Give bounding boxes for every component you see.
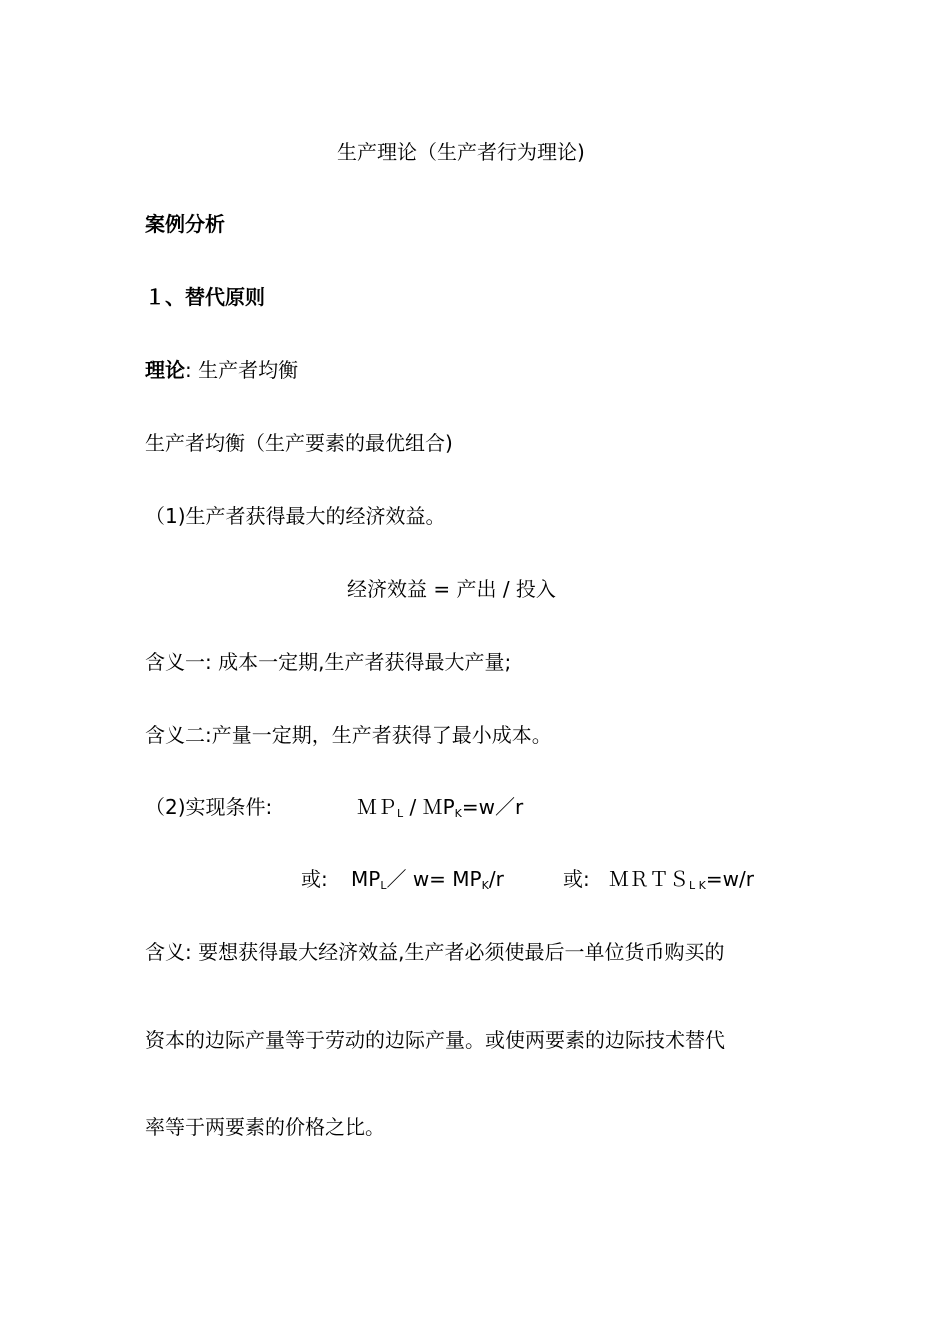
theory-label: 理论 [145, 358, 185, 382]
cond-tail: =w／r [461, 795, 524, 819]
theory-text: : 生产者均衡 [185, 358, 299, 382]
paragraph-line-2: 资本的边际产量等于劳动的边际产量。或使两要素的边际技术替代 [145, 1028, 725, 1052]
mrts-label: ＭＲＴＳ [609, 867, 689, 891]
meaning-two: 含义二:产量一定期，生产者获得了最小成本。 [145, 723, 552, 747]
alt-formula [351, 864, 504, 901]
condition-formula [357, 792, 523, 829]
cond-sub-k: K [454, 807, 462, 820]
alt-sub-k: K [481, 879, 489, 892]
meaning-one: 含义一: 成本一定期,生产者获得最大产量; [145, 650, 512, 674]
cond-slash: / ＭP [403, 795, 455, 819]
mrts-sub: L K [689, 879, 706, 892]
alt-mp: MP [351, 867, 381, 891]
paragraph-line-1: 含义: 要想获得最大经济效益,生产者必须使最后一单位货币购买的 [145, 940, 725, 964]
cond-mp: ＭＰ [357, 795, 397, 819]
alt-or-one: 或: [301, 867, 328, 891]
subsection-heading: １、替代原则 [145, 285, 265, 309]
page-title: 生产理论（生产者行为理论) [337, 140, 585, 164]
point-one: （1)生产者获得最大的经济效益。 [145, 504, 446, 528]
alt-mid: ／ w= MP [386, 867, 482, 891]
alt-sub-l: L [380, 879, 387, 892]
theory-line [145, 355, 298, 385]
condition-label: （2)实现条件: [145, 795, 273, 819]
mrts-tail: =w/r [705, 867, 754, 891]
alt-tail: /r [488, 867, 504, 891]
section-heading: 案例分析 [145, 212, 225, 236]
mrts-formula [609, 864, 754, 901]
paragraph-line-3: 率等于两要素的价格之比。 [145, 1115, 385, 1139]
alt-or-two: 或: [563, 867, 590, 891]
cond-sub-l: L [397, 807, 404, 820]
equilibrium-line: 生产者均衡（生产要素的最优组合) [145, 431, 453, 455]
benefit-formula: 经济效益 = 产出 / 投入 [347, 577, 556, 601]
